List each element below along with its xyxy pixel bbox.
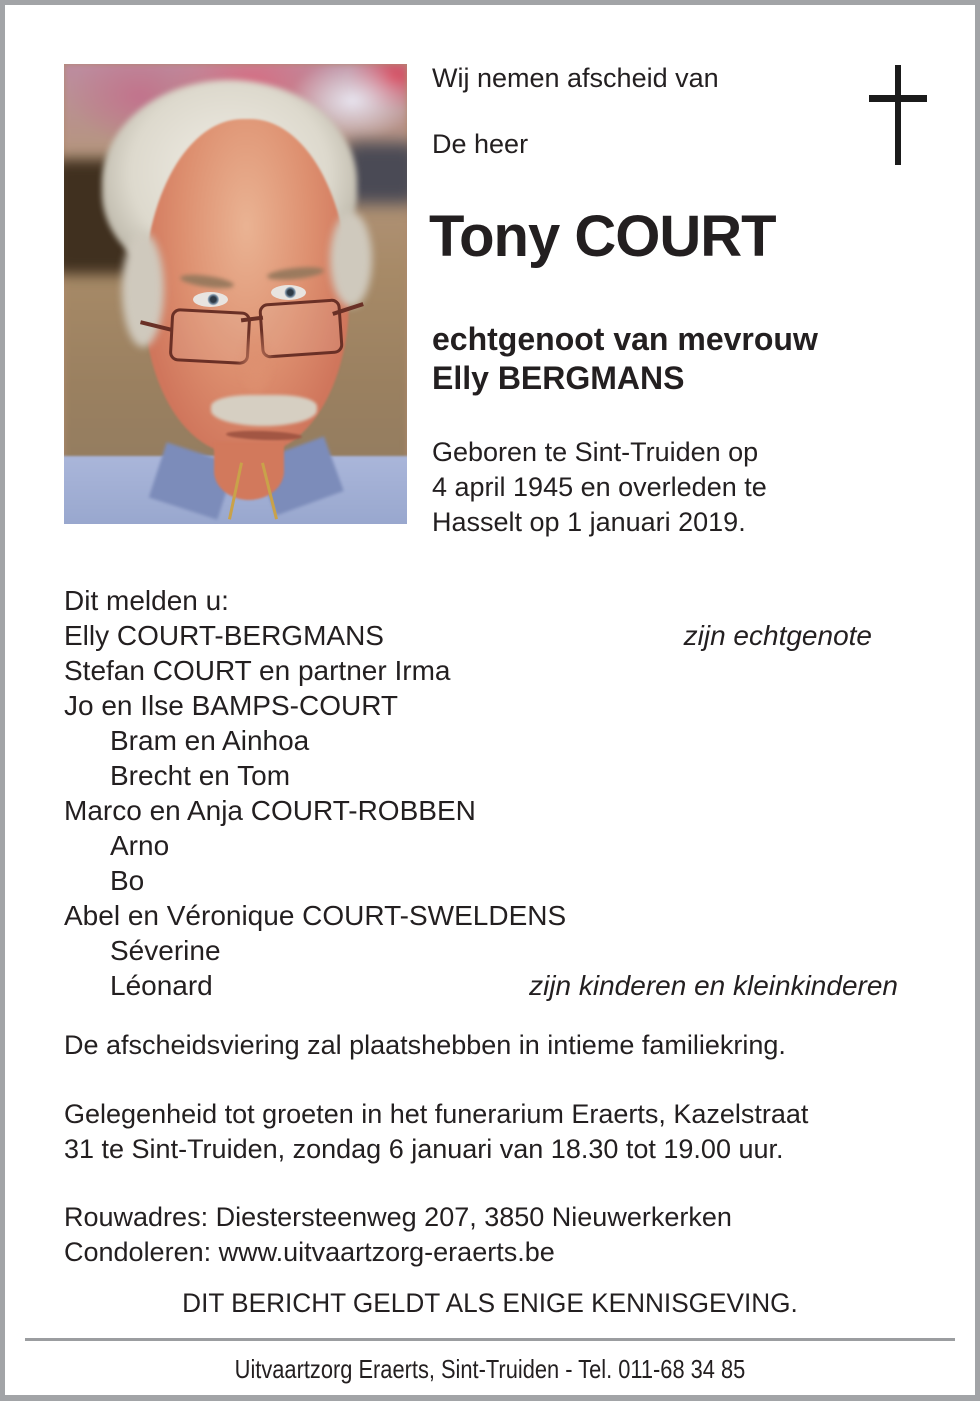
family-member-row — [64, 863, 915, 898]
family-member-name: Séverine — [110, 935, 221, 966]
visitation-line-1: Gelegenheid tot groeten in het funerarium Eraerts, Kazelstraat — [64, 1099, 809, 1129]
family-list — [64, 583, 915, 1003]
condolences-line: Condoleren: www.uitvaartzorg-eraerts.be — [64, 1237, 555, 1267]
family-member-name: Marco en Anja COURT-ROBBEN — [64, 795, 476, 826]
birth-death-paragraph — [432, 435, 767, 540]
ceremony-paragraph: De afscheidsviering zal plaatshebben in intieme familiekring. — [64, 1030, 786, 1060]
family-member-name: Jo en Ilse BAMPS-COURT — [64, 690, 399, 721]
family-member-row — [64, 618, 915, 653]
family-member-row — [64, 933, 915, 968]
deceased-name: Tony COURT — [429, 204, 776, 269]
photo-eye-right — [271, 285, 306, 300]
family-member-row — [64, 898, 915, 933]
intro-line-1: Wij nemen afscheid van — [432, 63, 719, 93]
mourning-address-line: Rouwadres: Diestersteenweg 207, 3850 Nieuwerkerken — [64, 1202, 732, 1232]
birth-death-line-2: 4 april 1945 en overleden te — [432, 472, 767, 502]
family-member-row — [64, 758, 915, 793]
family-member-name: Abel en Véronique COURT-SWELDENS — [64, 900, 567, 931]
family-member-row — [64, 793, 915, 828]
visitation-paragraph — [64, 1097, 944, 1167]
birth-death-line-3: Hasselt op 1 januari 2019. — [432, 507, 746, 537]
notice-line: DIT BERICHT GELDT ALS ENIGE KENNISGEVING. — [182, 1288, 798, 1318]
family-member-row — [64, 828, 915, 863]
family-list-heading: Dit melden u: — [64, 585, 229, 616]
family-member-name: Léonard — [110, 970, 213, 1001]
relation-annotation: zijn kinderen en kleinkinderen — [529, 970, 898, 1001]
birth-death-line-1: Geboren te Sint-Truiden op — [432, 437, 759, 467]
family-member-row — [64, 653, 915, 688]
address-paragraph — [64, 1200, 944, 1270]
family-member-row — [64, 968, 915, 1003]
family-member-name: Bram en Ainhoa — [110, 725, 310, 756]
family-member-row — [64, 688, 915, 723]
visitation-line-2: 31 te Sint-Truiden, zondag 6 januari van 18.30 tot 19.00 uur. — [64, 1134, 784, 1164]
photo-eye-left — [193, 292, 228, 307]
funeral-home-footer: Uitvaartzorg Eraerts, Sint-Truiden - Tel. 011-68 34 85 — [234, 1354, 746, 1384]
photo-mustache — [211, 395, 317, 426]
spouse-line-1: echtgenoot van mevrouw — [432, 321, 818, 357]
family-member-name: Arno — [110, 830, 170, 861]
spouse-of-line — [432, 320, 818, 398]
relation-annotation: zijn echtgenote — [683, 620, 872, 651]
photo-neck — [214, 442, 284, 500]
photo-sideburn-right — [330, 212, 372, 307]
family-member-name: Bo — [110, 865, 145, 896]
portrait-photo — [64, 64, 407, 524]
spouse-line-2: Elly BERGMANS — [432, 360, 685, 396]
footer-divider — [25, 1338, 955, 1341]
family-member-name: Brecht en Tom — [110, 760, 291, 791]
photo-nose — [238, 332, 274, 394]
intro-line-2: De heer — [432, 129, 529, 159]
latin-cross-icon — [869, 65, 927, 165]
family-member-name: Elly COURT-BERGMANS — [64, 620, 384, 651]
family-member-name: Stefan COURT en partner Irma — [64, 655, 451, 686]
family-member-row — [64, 723, 915, 758]
photo-sideburn-left — [122, 232, 164, 347]
